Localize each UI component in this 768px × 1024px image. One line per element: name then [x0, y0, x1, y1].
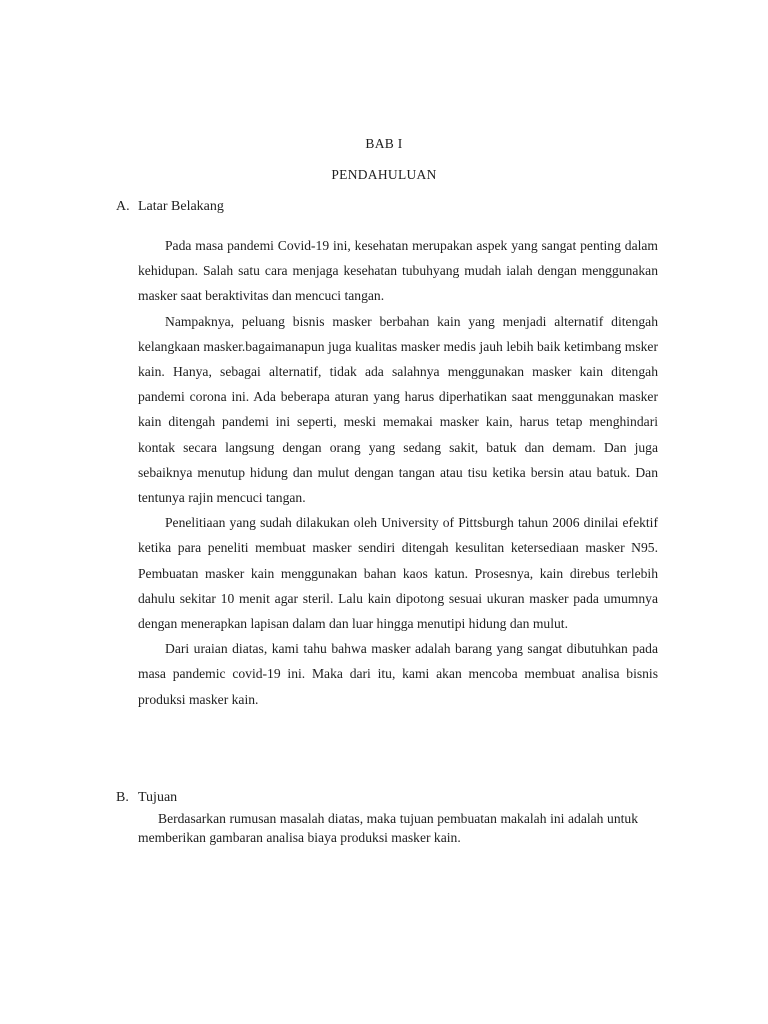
section-marker: A.	[116, 199, 130, 214]
chapter-title: PENDAHULUAN	[331, 167, 437, 182]
section-body-latar-belakang	[138, 233, 658, 712]
section-body-tujuan	[138, 809, 638, 847]
paragraph: Berdasarkan rumusan masalah diatas, maka tujuan pembuatan makalah ini adalah untuk memberikan gambaran analisa biaya produksi masker kain.	[138, 811, 638, 845]
section-title: Latar Belakang	[138, 199, 224, 214]
paragraph: Pada masa pandemi Covid-19 ini, kesehatan merupakan aspek yang sangat penting dalam kehidupan. Salah satu cara menjaga kesehatan tubuhyang mudah ialah dengan menggunakan masker saat beraktivitas dan mencuci tangan.	[138, 238, 658, 304]
section-marker: B.	[116, 790, 129, 805]
paragraph: Penelitiaan yang sudah dilakukan oleh University of Pittsburgh tahun 2006 dinilai efektif ketika para peneliti membuat masker sendiri ditengah kesulitan ketersediaan masker N95. Pembuatan masker kain menggunakan bahan kaos katun. Prosesnya, kain direbus terlebih dahulu sekitar 10 menit agar steril. Lalu kain dipotong sesuai ukuran masker pada umumnya dengan menerapkan lapisan dalam dan luar hingga menutipi hidung dan mulut.	[138, 515, 658, 632]
section-heading-tujuan	[116, 790, 177, 806]
section-heading-latar-belakang	[116, 199, 224, 215]
chapter-number: BAB I	[365, 136, 403, 151]
paragraph: Dari uraian diatas, kami tahu bahwa masker adalah barang yang sangat dibutuhkan pada masa pandemic covid-19 ini. Maka dari itu, kami akan mencoba membuat analisa bisnis produksi masker kain.	[138, 641, 658, 707]
section-title: Tujuan	[138, 790, 178, 805]
paragraph: Nampaknya, peluang bisnis masker berbahan kain yang menjadi alternatif ditengah kelangkaan masker.bagaimanapun juga kualitas masker medis jauh lebih baik ketimbang msker kain. Hanya, sebagai alternatif, tidak ada salahnya menggunakan masker kain ditengah pandemi corona ini. Ada beberapa aturan yang harus diperhatikan saat menggunakan masker kain ditengah pandemi ini seperti, meski memakai masker kain, harus tetap menghindari kontak secara langsung dengan orang yang sedang sakit, batuk dan demam. Dan juga sebaiknya menutup hidung dan mulut dengan tangan atau tisu ketika bersin atau batuk. Dan tentunya rajin mencuci tangan.	[138, 313, 658, 506]
